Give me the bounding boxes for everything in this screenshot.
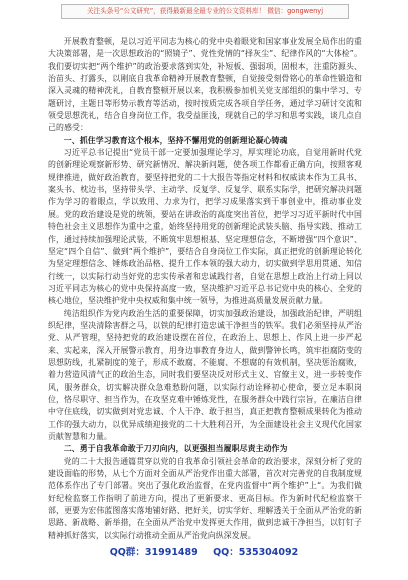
qq-text: QQ：535304092 bbox=[213, 547, 299, 558]
section-1-paragraph-2: 纯洁组织作为党内政治生活的重要保障，切实加强政治建设，加强政治纪律，严明组织纪律，坚决清除害群之马，以铁的纪律打造忠诚干净担当的铁军。我们必须坚持从严治党、从严管理，坚持把党的政治建设摆在首位，在政治上、思想上、作风上进一步严起来、实起来，深入开展警示教育，用身边事教育身边人，做到警钟长鸣，筑牢拒腐防变的思想防线，扎紧制度的笼子，形成不敢腐、不能腐、不想腐的有效机制，坚决惩治腐败，着力营造风清气正的政治生态，同时我们要坚决反对形式主义、官僚主义，进一步转变作风，服务群众，切实解决群众急难愁盼问题，以实际行动诠释初心使命，要立足本职岗位，恪尽职守、担当作为，在攻坚克难中锤炼党性，在服务群众中践行宗旨，在廉洁自律中守住底线，切实做到对党忠诚、个人干净、敢于担当，真正把教育整顿成果转化为推动工作的强大动力，以优异成绩迎接党的二十大胜利召开，为全面建设社会主义现代化国家贡献智慧和力量。 bbox=[48, 308, 362, 441]
footer-contact bbox=[0, 546, 408, 560]
section-1-paragraph-1: 习近平总书记提出“党员干部一定要加强理论学习，厚实理论功底，自觉用新时代党的创新理论观察新形势、研究新情况、解决新问题，使各项工作都看正确方向，按照客观规律推进，做好政治教育，要坚持把党的二十大报告等指定材料和权威读本作为工具书、案头书、枕边书，坚持带头学、主动学、反复学、反复学、联系实际学，把研究解决问题作为学习的着眼点，学以致用、力求为行，把学习成果落实到干事创业中，推动事业发展。党的政治建设是党的统领，要站在讲政治的高度突出首位，把学习习近平新时代中国特色社会主义思想作为重中之重，始终坚持用党的创新理论武装头脑、指导实践、推动工作，通过持续加强理论武装，不断筑牢思想根基、坚定理想信念，不断增强“四个意识”、坚定“四个自信”、做到“两个维护”，要结合自身岗位工作实际，真正把党的创新理论转化为坚定理想信念、锤炼政治品格、提升工作本领的强大动力，切实做到学思用贯通、知信行统一，以实际行动当好党的忠实传承者和忠诚践行者，自觉在思想上政治上行动上同以习近平同志为核心的党中央保持高度一致，坚决维护习近平总书记党中央的核心、全党的核心地位，坚决维护党中央权威和集中统一领导，为推进高质量发展贡献力量。 bbox=[48, 148, 362, 306]
section-heading-1: 一、抓住学习教育这个根本，坚持不懈用党的创新理论凝心铸魂 bbox=[63, 135, 288, 145]
section-heading-2: 二、勇于自我革命敢于刀刃向内，以更强担当履职尽责主动作为 bbox=[63, 444, 288, 454]
top-banner: 关注头条号“公文研究”，获得最新最全最专业的公文资料库！ 微信：gongwenyj bbox=[61, 4, 349, 19]
intro-paragraph: 开展教育整顿，是以习近平同志为核心的党中央着眼党和国家事业发展全局作出的重大决策部署，是一次思想政治的“照镜子”、党性党情的“择灰尘”、纪律作风的“大体检”。我们要切实把“两个维护”的政治要求落到实处，补短板、强弱项，固根本，注重防源头、治苗头、打露头，以刚底自我革命精神开展教育整顿，自觉接受刻骨铭心的革命性锻造和深入灵魂的精神洗礼，自教育整顿开展以来，我积极参加机关党支部组织的集中学习、专题研讨，主题日等形势示教育等活动，按时按质完成各项自学任务，通过学习研讨交流和领受思想洗礼，结合自身岗位工作，我受益匪浅，现就自己的学习和思考实践，谈几点自己的感受： bbox=[48, 37, 362, 133]
qq-group-text: QQ群：31991489 bbox=[109, 547, 198, 558]
document-body bbox=[48, 36, 362, 543]
section-2-paragraph-1: 党的二十大报告通篇贯穿以党的自我革命引领社会革命的政治要求，深刻分析了党的建设面临的形势，从七个方面对全面从严治党作出重大部署，首次对完善党的自我制度规范体系作出了专门部署。突出了强化政治监督，在党内监督中“两个维护”上“。为我们做好纪检监察工作指明了前进方向，提出了更新要求、更高目标。作为新时代纪检监察干部，更要为宏伟蓝图落实落地铺好路、把好关，切实学好、理解透关于全面从严治党的新思路、新战略、新举措，在全面从严治党中发挥更大作用，做到忠诚干净担当，以钉钉子精神抓好落实，以实际行动推动全面从严治党向纵深发展。 bbox=[48, 456, 362, 540]
